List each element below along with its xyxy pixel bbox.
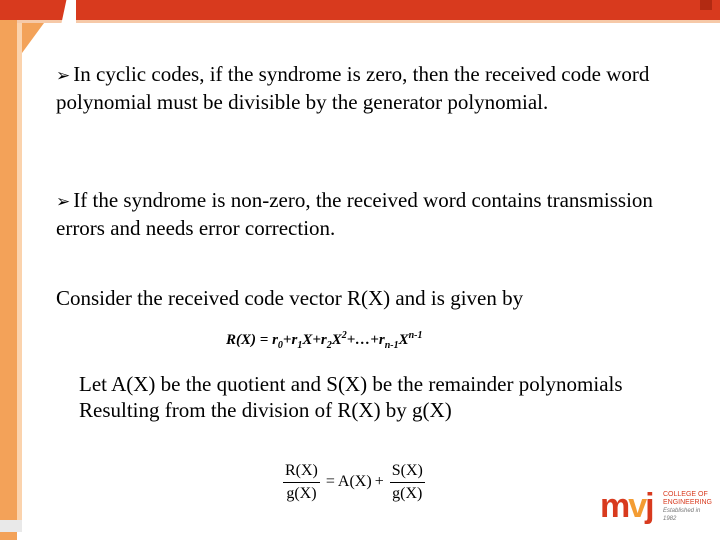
consider-paragraph: Consider the received code vector R(X) and is given by [56,286,524,310]
logo-mark: mvj [600,487,653,525]
left-border-bar [0,20,17,540]
bullet-text: In cyclic codes, if the syndrome is zero, then the received code word polynomial must be divisible by the generator polynomial. [56,62,650,114]
header-right-mark [700,0,712,10]
division-equation: $\frac{R(X)}{g(X)}$ = A(X) + $\frac{S(X)}{g(X)}$ [285,461,423,502]
header-bar [0,0,720,20]
corner-decoration [22,23,44,53]
fraction-r-over-g: $\frac{R(X)}{g(X)}$ [285,461,318,502]
arrow-bullet-icon: ➢ [56,192,71,212]
let-paragraph: Let A(X) be the quotient and S(X) be the remainder polynomials [79,372,623,396]
bullet-syndrome-zero [56,61,656,115]
arrow-bullet-icon: ➢ [56,66,71,86]
college-logo [600,488,712,528]
resulting-paragraph: Resulting from the division of R(X) by g(X) [79,398,452,422]
received-polynomial-equation: $R(X) = r_0+r_1X+r_2X^2+\dots+r_{n-1}X^{n-1}$ [226,330,423,351]
left-border-highlight [17,23,22,523]
bullet-syndrome-nonzero [56,187,656,241]
fraction-s-over-g: $\frac{S(X)}{g(X)}$ [391,461,423,502]
bullet-text: If the syndrome is non-zero, the received word contains transmission errors and needs error correction. [56,188,653,240]
logo-text: COLLEGE OF ENGINEERING Established in 1982 [663,491,713,522]
left-footer-block [0,520,22,532]
header-stripe [0,20,720,23]
